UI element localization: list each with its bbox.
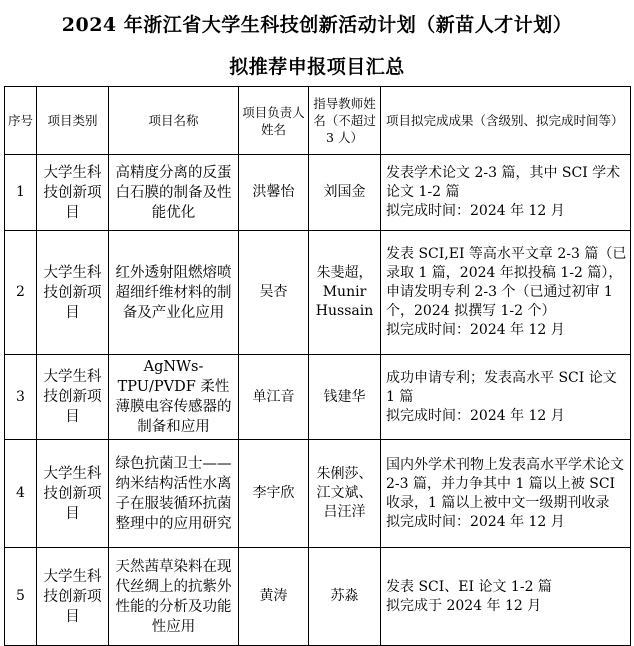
row-leader: 黄涛 bbox=[239, 548, 309, 646]
row-category: 大学生科技创新项目 bbox=[37, 231, 109, 355]
header-name: 项目名称 bbox=[109, 87, 239, 155]
header-row bbox=[5, 87, 631, 155]
row-index: 3 bbox=[5, 355, 37, 440]
row-results bbox=[381, 231, 631, 355]
table-row bbox=[5, 355, 631, 440]
row-project-name: 绿色抗菌卫士——纳米结构活性水离子在服装循环抗菌整理中的应用研究 bbox=[109, 440, 239, 548]
row-advisor: 苏淼 bbox=[309, 548, 381, 646]
result-text: 发表 SCI,EI 等高水平文章 2-3 篇（已录取 1 篇，2024 年拟投稿 1-2 篇），申请发明专利 2-3 个（已通过初审 1 个，2024 拟撰写 1-2 个） bbox=[386, 246, 627, 319]
header-category: 项目类别 bbox=[37, 87, 109, 155]
table-row bbox=[5, 155, 631, 231]
row-results bbox=[381, 155, 631, 231]
row-results bbox=[381, 355, 631, 440]
row-index: 2 bbox=[5, 231, 37, 355]
row-leader: 单江音 bbox=[239, 355, 309, 440]
document-title: 2024 年浙江省大学生科技创新活动计划（新苗人才计划） bbox=[61, 14, 573, 36]
row-advisor: 朱斐超，Munir Hussain bbox=[309, 231, 381, 355]
table-row bbox=[5, 548, 631, 646]
row-index: 4 bbox=[5, 440, 37, 548]
row-advisor: 刘国金 bbox=[309, 155, 381, 231]
row-leader: 李宇欣 bbox=[239, 440, 309, 548]
row-index: 5 bbox=[5, 548, 37, 646]
result-text: 发表 SCI、EI 论文 1-2 篇 bbox=[386, 578, 552, 595]
result-date: 拟完成时间：2024 年 12 月 bbox=[386, 513, 565, 530]
header-leader: 项目负责人姓名 bbox=[239, 87, 309, 155]
result-date: 拟完成时间：2024 年 12 月 bbox=[386, 203, 565, 219]
result-date: 拟完成时间：2024 年 12 月 bbox=[386, 407, 565, 424]
header-results: 项目拟完成成果（含级别、拟完成时间等） bbox=[381, 87, 631, 155]
table-row bbox=[5, 231, 631, 355]
result-text: 国内外学术刊物上发表高水平学术论文 2-3 篇，并力争其中 1 篇以上被 SCI 收录，1 篇以上被中文一级期刊收录 bbox=[386, 456, 624, 511]
table-row bbox=[5, 440, 631, 548]
row-leader: 洪馨怡 bbox=[239, 155, 309, 231]
result-text: 发表学术论文 2-3 篇，其中 SCI 学术论文 1-2 篇 bbox=[386, 165, 621, 200]
row-project-name: 高精度分离的反蛋白石膜的制备及性能优化 bbox=[109, 155, 239, 231]
result-date: 拟完成于 2024 年 12 月 bbox=[386, 597, 542, 614]
row-category: 大学生科技创新项目 bbox=[37, 355, 109, 440]
result-text: 成功申请专利；发表高水平 SCI 论文 1 篇 bbox=[386, 369, 617, 405]
row-results bbox=[381, 440, 631, 548]
row-category: 大学生科技创新项目 bbox=[37, 548, 109, 646]
row-project-name: 天然茜草染料在现代丝绸上的抗紫外性能的分析及功能性应用 bbox=[109, 548, 239, 646]
row-project-name: 红外透射阻燃熔喷超细纤维材料的制备及产业化应用 bbox=[109, 231, 239, 355]
result-date: 拟完成时间：2024 年 12 月 bbox=[386, 322, 565, 338]
projects-table bbox=[4, 86, 631, 646]
row-category: 大学生科技创新项目 bbox=[37, 440, 109, 548]
row-project-name: AgNWs-TPU/PVDF 柔性薄膜电容传感器的制备和应用 bbox=[109, 355, 239, 440]
row-category: 大学生科技创新项目 bbox=[37, 155, 109, 231]
header-index: 序号 bbox=[5, 87, 37, 155]
document-subtitle: 拟推荐申报项目汇总 bbox=[229, 56, 405, 78]
row-leader: 吴杏 bbox=[239, 231, 309, 355]
row-results bbox=[381, 548, 631, 646]
header-advisor: 指导教师姓名（不超过 3 人） bbox=[309, 87, 381, 155]
row-index: 1 bbox=[5, 155, 37, 231]
row-advisor: 朱俐莎、江文斌、吕汪洋 bbox=[309, 440, 381, 548]
row-advisor: 钱建华 bbox=[309, 355, 381, 440]
